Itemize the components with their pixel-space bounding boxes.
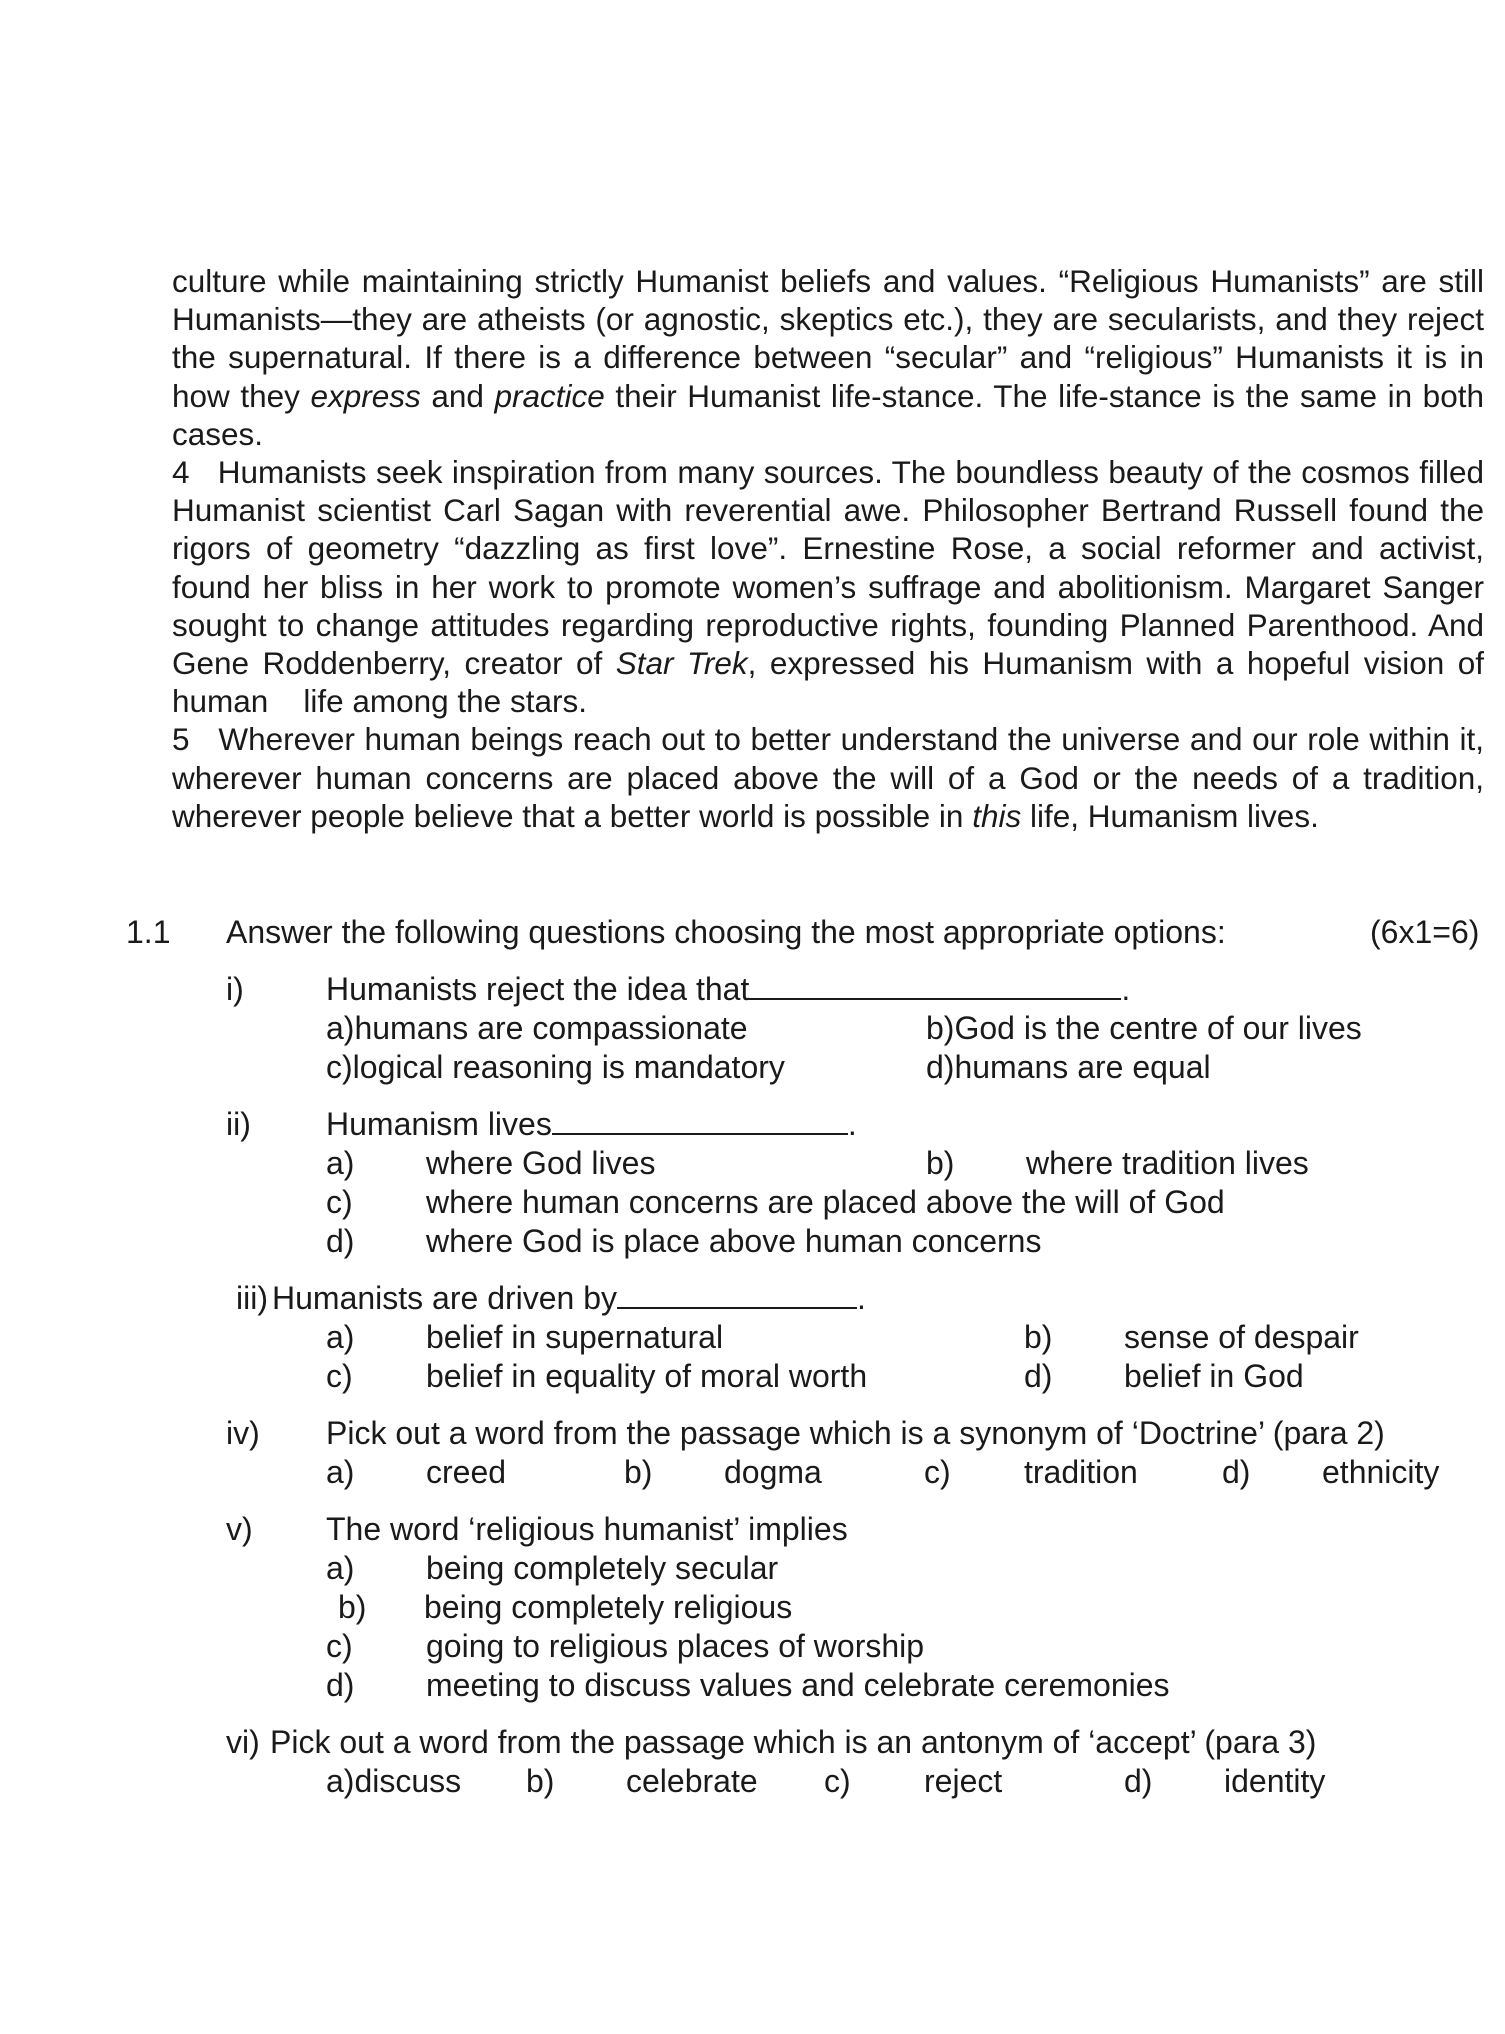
- option-c: c)logical reasoning is mandatory: [326, 1049, 785, 1085]
- option-a-letter: a): [326, 1319, 355, 1355]
- option-c-letter: c): [824, 1763, 851, 1799]
- option-b-text: celebrate: [626, 1763, 758, 1799]
- option-c-letter: c): [326, 1628, 353, 1664]
- question-stem: Humanists reject the idea that .: [326, 971, 1131, 1007]
- option-b-letter: b): [1024, 1319, 1053, 1355]
- option-b-text: sense of despair: [1124, 1319, 1359, 1355]
- option-c-text: belief in equality of moral worth: [426, 1358, 868, 1394]
- option-d: d)humans are equal: [926, 1049, 1211, 1085]
- option-c-text: going to religious places of worship: [426, 1628, 925, 1664]
- answer-blank: [552, 1107, 848, 1135]
- passage-paragraph-3-continued: culture while maintaining strictly Humanist beliefs and values. “Religious Humanists” are still Humanists—they are atheists (or agnostic, skeptics etc.), they are secularists, and they reject the supernatural. If there is a difference between “secular” and “religious” Humanists it is in how they express and practice their Humanist life-stance. The life-stance is the same in both cases.: [172, 263, 1484, 452]
- section-number: 1.1: [126, 914, 171, 950]
- section-instruction: Answer the following questions choosing the most appropriate options:: [226, 914, 1226, 950]
- option-c-letter: c): [924, 1454, 951, 1490]
- question-stem: Humanism lives .: [326, 1106, 857, 1142]
- option-b-letter: b): [624, 1454, 653, 1490]
- option-b-text: being completely religious: [424, 1589, 793, 1625]
- option-b-letter: b): [926, 1145, 955, 1181]
- question-stem: Humanists are driven by .: [272, 1280, 866, 1316]
- option-d-letter: d): [1124, 1763, 1153, 1799]
- option-c-letter: c): [326, 1358, 353, 1394]
- question-numeral: iii): [236, 1280, 268, 1316]
- reading-passage: [172, 262, 1484, 835]
- option-d-letter: d): [326, 1223, 355, 1259]
- option-b-letter: b): [338, 1589, 367, 1625]
- option-a: a)discuss: [326, 1763, 462, 1799]
- option-a-letter: a): [326, 1145, 355, 1181]
- option-a-letter: a): [326, 1454, 355, 1490]
- option-d-letter: d): [1222, 1454, 1251, 1490]
- question-stem: Pick out a word from the passage which is an antonym of ‘accept’ (para 3): [270, 1724, 1317, 1760]
- option-d-text: ethnicity: [1322, 1454, 1440, 1490]
- answer-blank: [617, 1281, 857, 1309]
- answer-blank: [749, 972, 1121, 1000]
- passage-paragraph-5: 5 Wherever human beings reach out to better understand the universe and our role within it, wherever human concerns are placed above the will of a God or the needs of a tradition, wherever people believe that a better world is possible in this life, Humanism lives.: [172, 721, 1484, 834]
- option-d-text: belief in God: [1124, 1358, 1304, 1394]
- option-a-letter: a): [326, 1550, 355, 1586]
- option-b-text: where tradition lives: [1026, 1145, 1309, 1181]
- option-a: a)humans are compassionate: [326, 1010, 748, 1046]
- option-a-text: being completely secular: [426, 1550, 779, 1586]
- emphasis-this: this: [972, 797, 1022, 834]
- option-d-letter: d): [326, 1667, 355, 1703]
- option-c-text: tradition: [1024, 1454, 1138, 1490]
- option-d-text: where God is place above human concerns: [426, 1223, 1042, 1259]
- emphasis-star-trek: Star Trek: [615, 645, 748, 682]
- section-marks: (6x1=6): [1370, 914, 1480, 950]
- question-stem: Pick out a word from the passage which is a synonym of ‘Doctrine’ (para 2): [326, 1415, 1385, 1451]
- option-b-text: dogma: [724, 1454, 822, 1490]
- question-numeral: vi): [226, 1724, 260, 1760]
- option-a-text: creed: [426, 1454, 507, 1490]
- question-numeral: i): [226, 971, 244, 1007]
- emphasis-practice: practice: [494, 377, 605, 414]
- option-c-text: reject: [924, 1763, 1003, 1799]
- question-numeral: iv): [226, 1415, 260, 1451]
- option-a-text: where God lives: [426, 1145, 656, 1181]
- option-a-text: belief in supernatural: [426, 1319, 724, 1355]
- question-numeral: ii): [226, 1106, 251, 1142]
- question-numeral: v): [226, 1511, 253, 1547]
- option-d-text: identity: [1224, 1763, 1326, 1799]
- option-c-text: where human concerns are placed above the will of God: [426, 1184, 1225, 1220]
- option-d-letter: d): [1024, 1358, 1053, 1394]
- emphasis-express: express: [310, 377, 421, 414]
- option-c-letter: c): [326, 1184, 353, 1220]
- passage-paragraph-4: 4 Humanists seek inspiration from many sources. The boundless beauty of the cosmos filled Humanist scientist Carl Sagan with reverential awe. Philosopher Bertrand Russell found the rigors of geometry “dazzling as first love”. Ernestine Rose, a social reformer and activist, found her bliss in her work to promote women’s suffrage and abolitionism. Margaret Sanger sought to change attitudes regarding reproductive rights, founding Planned Parenthood. And Gene Roddenberry, creator of Star Trek, expressed his Humanism with a hopeful vision of human life among the stars.: [172, 454, 1484, 720]
- question-stem: The word ‘religious humanist’ implies: [326, 1511, 848, 1547]
- option-b-letter: b): [526, 1763, 555, 1799]
- option-d-text: meeting to discuss values and celebrate ceremonies: [426, 1667, 1170, 1703]
- option-b: b)God is the centre of our lives: [926, 1010, 1362, 1046]
